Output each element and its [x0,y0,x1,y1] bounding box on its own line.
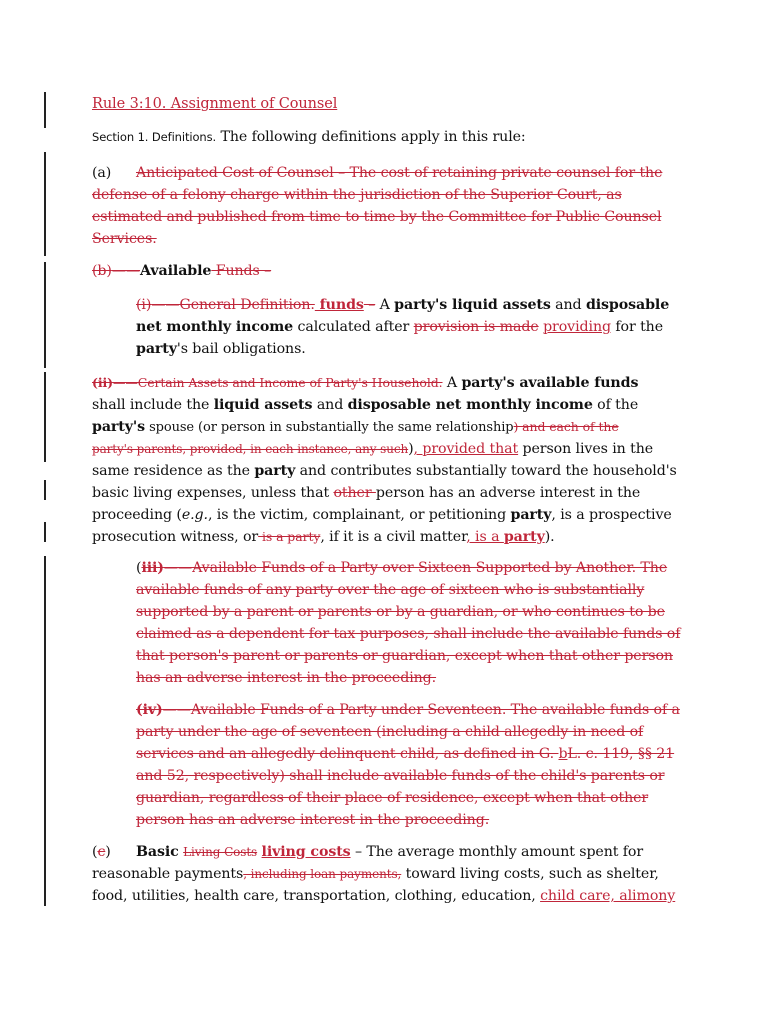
text-run: ) [105,844,111,860]
para-b-ii-deleted: ——Certain Assets and Income of Party's Household. [112,375,443,390]
para-b-i-line [136,294,669,316]
para-b-ii-line [92,504,672,526]
para-b-iv-line [136,743,674,765]
para-a-line: defense of a felony charge within the jurisdiction of the Superior Court, as [92,187,622,203]
deleted-run: ) and each of the [513,419,619,434]
inserted-run: , provided that [413,441,519,457]
para-b-ii-line [92,394,638,416]
text-run: and [550,297,586,313]
para-c-marker: c [97,844,106,860]
change-bar [44,152,46,256]
para-b-i-term: funds [314,297,364,313]
para-b-iii-line: available funds of any party over the age of sixteen who is substantially [136,582,645,598]
text-run: of the [592,397,639,413]
text-run: net monthly income [136,319,294,335]
para-b-ii-marker: (ii) [92,375,113,390]
para-b-iii-line: claimed as a dependent for tax purposes, shall include the available funds of [136,626,681,642]
para-b-iii-line: supported by a parent or parents or by a guardian, or who continues to be [136,604,665,620]
para-b-ii-line [92,460,677,482]
text-run: party's [92,419,146,435]
para-c-line [92,863,659,885]
text-run: for the [610,319,663,335]
text-run: ( [92,844,98,860]
para-b-iii-line: that person's parent or parents or guardian, except when that other person [136,648,673,664]
text-run: same residence as the [92,463,255,479]
para-b-iii-line: has an adverse interest in the proceeding. [136,670,437,686]
text-run: proceeding ( [92,507,182,523]
deleted-run: provision is made [413,319,539,335]
inserted-run: b [558,746,568,762]
para-b-heading [92,260,271,282]
text-run: calculated after [293,319,414,335]
para-a-line [92,162,111,184]
change-bar [44,480,46,500]
text-run: 's bail obligations. [176,341,306,357]
para-b-marker: (b) [92,263,112,279]
text-run: – The average monthly amount spent for [350,844,644,860]
text-run: party's liquid assets [394,297,551,313]
change-bar [44,556,46,906]
inserted-run: party [503,529,545,545]
text-run: , is a prospective [551,507,672,523]
text-run: party [510,507,552,523]
para-b-iv-line: party under the age of seventeen (including a child allegedly in need of [136,724,644,740]
section-label: Section 1. Definitions. [92,130,217,144]
para-a-line: Services. [92,231,157,247]
text-run: toward living costs, such as shelter, [401,866,659,882]
para-b-ii-line [92,482,640,504]
text-run: food, utilities, health care, transportation, clothing, education, [92,888,541,904]
para-b-i-line [136,338,306,360]
text-run: disposable [585,297,670,313]
change-bar [44,262,46,368]
para-b-i-dash: – [363,297,376,313]
para-b-ii-line [92,416,619,439]
deleted-run: is a party [258,529,321,544]
text-run: party [136,341,177,357]
para-b-iii-marker: iii) [141,560,164,576]
section-heading [92,126,526,148]
inserted-run: living costs [261,844,351,860]
para-b-iv-marker: (iv) [136,702,163,718]
para-b-iv-line: and 52, respectively) shall include available funds of the child's parents or [136,768,665,784]
para-b-iv-line: guardian, regardless of their place of residence, except when that other [136,790,649,806]
text-run: disposable net monthly income [347,397,593,413]
para-b-i-deleted: ——General Definition. [151,297,315,313]
text-run: party's available funds [461,375,639,391]
change-bar [44,92,46,128]
deleted-run: party's parents, provided, in each instance, any such [92,442,409,456]
text-run: and contributes substantially toward the household's [295,463,677,479]
para-b-iv-line [136,699,680,721]
deleted-run: other [333,485,376,501]
deleted-run: L. c. 119, §§ 21 [567,746,675,762]
text-run: ( [136,560,142,576]
para-c-line [136,841,643,863]
change-bar [44,372,46,462]
text-run: e.g. [181,507,208,523]
text-run: basic living expenses, unless that [92,485,334,501]
text-run: reasonable payments [92,866,244,882]
change-bar [44,522,46,542]
deleted-run: ——Available Funds of a Party under Seventeen. The available funds of a [162,702,680,718]
deleted-run: services and an allegedly delinquent child, as defined in G. [136,746,559,762]
text-run: person has an adverse interest in the [375,485,641,501]
deleted-run: , including loan payments, [243,867,402,881]
text-run: Basic [136,844,179,860]
section-text: The following definitions apply in this rule: [216,129,526,145]
text-run: and [312,397,348,413]
para-b-term: Available [140,263,212,279]
para-b-i-marker: (i) [136,297,152,313]
text-run: person lives in the [518,441,654,457]
para-b-iii-line [136,557,667,579]
para-a-marker: (a) [92,165,112,181]
deleted-run: ——Available Funds of a Party over Sixteen Supported by Another. The [163,560,668,576]
text-run: liquid assets [213,397,313,413]
deleted-run: Living Costs [183,845,258,859]
text-run: prosecution witness, or [92,529,259,545]
text-run: , is the victim, complainant, or petitioning [207,507,511,523]
text-run: A [442,375,462,391]
para-b-tab: —— [111,263,141,279]
para-b-ii-line [92,526,555,548]
inserted-run: child care, alimony [540,888,676,904]
para-b-deleted: Funds – [211,263,272,279]
para-c-line [92,885,675,907]
text-run: ). [544,529,555,545]
text-run: A [375,297,395,313]
text-run: spouse (or person in substantially the same relationship [145,420,514,435]
para-a-line: Anticipated Cost of Counsel – The cost of retaining private counsel for the [136,165,663,181]
inserted-run: , is a [466,529,504,545]
text-run: party [254,463,296,479]
text-run: shall include the [92,397,214,413]
para-b-ii-line [92,438,653,460]
para-c-line [92,841,111,863]
para-b-iv-line: person has an adverse interest in the proceeding. [136,812,490,828]
para-a-line: estimated and published from time to time by the Committee for Public Counsel [92,209,662,225]
para-b-i-line [136,316,663,338]
rule-title: Rule 3:10. Assignment of Counsel [92,96,338,112]
text-run: ) [408,441,414,457]
text-run: , if it is a civil matter [320,529,467,545]
inserted-run: providing [543,319,611,335]
para-b-ii-line [92,372,638,394]
